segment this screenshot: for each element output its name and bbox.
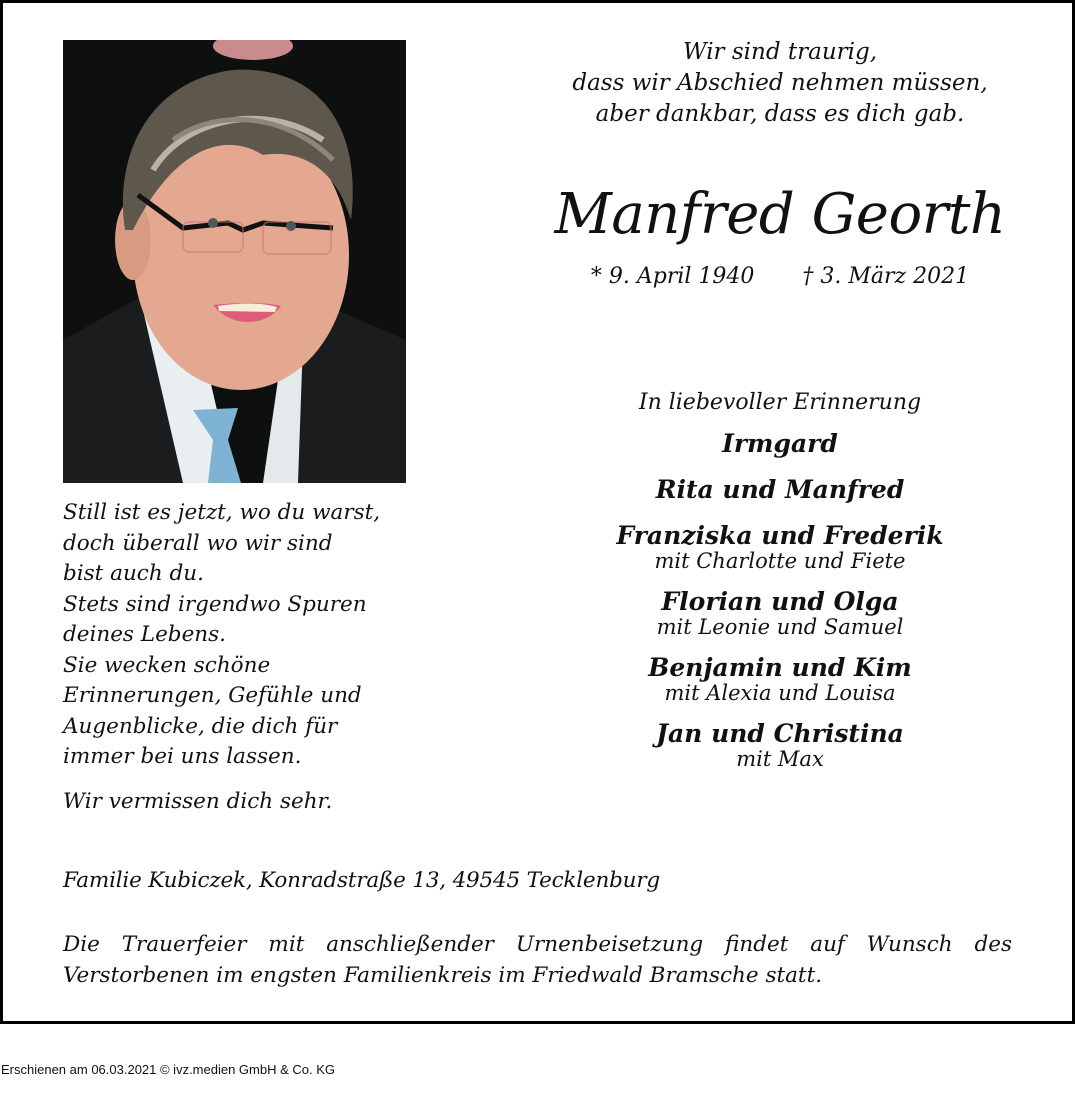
mourner-group [580, 426, 980, 462]
motto-quote [545, 37, 1015, 130]
poem-line: Augenblicke, die dich für [63, 713, 338, 739]
mourner-names: Franziska und Frederik [616, 521, 944, 550]
motto-line: dass wir Abschied nehmen müssen, [572, 70, 988, 96]
mourner-group [580, 650, 980, 706]
birth-date: * 9. April 1940 [590, 264, 755, 289]
mourner-children: mit Alexia und Louisa [664, 681, 896, 705]
poem-closing: Wir vermissen dich sehr. [63, 788, 333, 814]
poem-line: deines Lebens. [63, 622, 227, 647]
poem-line: Still ist es jetzt, wo du warst, [63, 500, 381, 525]
life-dates [545, 264, 1015, 289]
poem-line: immer bei uns lassen. [63, 744, 302, 769]
poem-line: Sie wecken schöne [63, 652, 271, 678]
mourner-names: Jan und Christina [656, 719, 904, 748]
poem [63, 498, 423, 817]
mourners-intro: In liebevoller Erinnerung [638, 390, 922, 415]
deceased-name: Manfred Georth [554, 182, 1006, 247]
publication-footer: Erschienen am 06.03.2021 © ivz.medien GmbH & Co. KG [1, 1062, 336, 1077]
poem-line: doch überall wo wir sind [63, 530, 333, 556]
death-date: † 3. März 2021 [802, 264, 970, 289]
family-address: Familie Kubiczek, Konradstraße 13, 49545 Tecklenburg [63, 868, 660, 893]
mourners-list [580, 386, 980, 782]
mourner-group [580, 472, 980, 508]
mourner-group [580, 518, 980, 574]
mourner-names: Irmgard [722, 429, 838, 458]
motto-line: Wir sind traurig, [682, 39, 878, 65]
mourner-names: Benjamin und Kim [648, 653, 912, 682]
portrait-illustration [63, 40, 406, 483]
funeral-notice: Die Trauerfeier mit anschließender Urnenbeisetzung findet auf Wunsch des Verstorbenen im engsten Familienkreis im Friedwald Bramsche statt. [63, 932, 1012, 988]
mourner-children: mit Max [736, 747, 824, 771]
poem-line: Stets sind irgendwo Spuren [63, 591, 367, 617]
mourner-names: Rita und Manfred [655, 475, 905, 504]
mourner-children: mit Leonie und Samuel [656, 615, 904, 639]
motto-line: aber dankbar, dass es dich gab. [595, 101, 965, 127]
poem-line: bist auch du. [63, 561, 204, 586]
mourner-names: Florian und Olga [661, 587, 899, 616]
mourner-children: mit Charlotte und Fiete [654, 549, 906, 573]
portrait-photo [63, 40, 406, 483]
mourner-group [580, 584, 980, 640]
mourner-group [580, 716, 980, 772]
poem-line: Erinnerungen, Gefühle und [63, 683, 362, 708]
